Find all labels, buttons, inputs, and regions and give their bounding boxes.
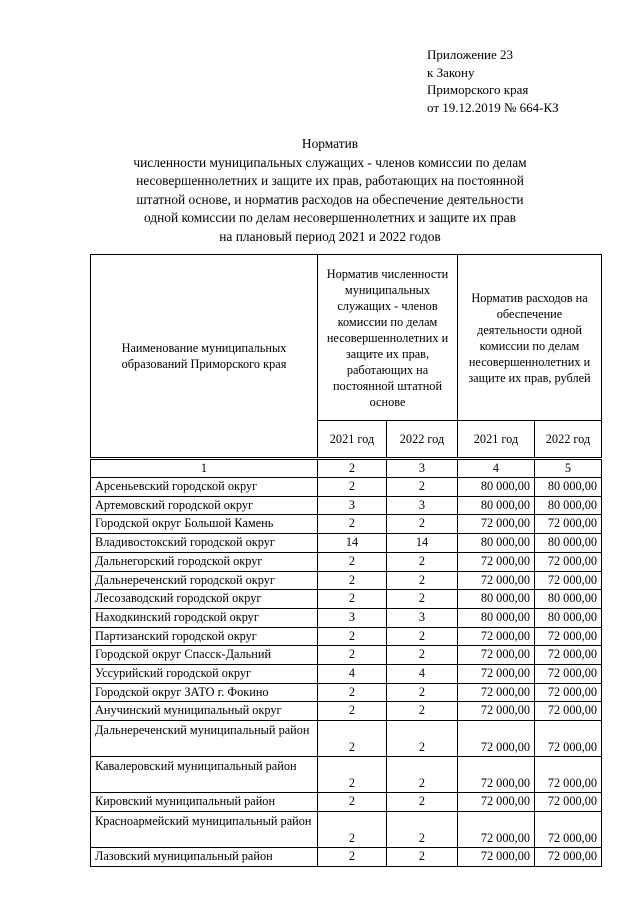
- municipality-name: Артемовский городской округ: [91, 496, 318, 515]
- appendix-line: к Закону: [427, 64, 475, 80]
- staff-2021: 2: [318, 478, 387, 497]
- title-line: численности муниципальных служащих - членов комиссии по делам: [133, 154, 527, 170]
- municipality-name: Дальнереченский городской округ: [91, 571, 318, 590]
- cost-2021: 72 000,00: [458, 646, 535, 665]
- staff-2021: 2: [318, 811, 387, 847]
- table-row: [91, 496, 602, 515]
- table-row: [91, 847, 602, 866]
- header-municipality: Наименование муниципальных образований Приморского края: [91, 255, 318, 459]
- staff-2022: 2: [387, 571, 458, 590]
- municipality-name: Уссурийский городской округ: [91, 665, 318, 684]
- cost-2021: 72 000,00: [458, 793, 535, 812]
- cost-2021: 80 000,00: [458, 608, 535, 627]
- municipality-name: Анучинский муниципальный округ: [91, 702, 318, 721]
- municipality-name: Владивостокский городской округ: [91, 534, 318, 553]
- cost-2021: 72 000,00: [458, 702, 535, 721]
- municipality-name: Кавалеровский муниципальный район: [91, 757, 318, 793]
- cost-2022: 72 000,00: [535, 721, 602, 757]
- table-row: [91, 811, 602, 847]
- header-staff-norm: Норматив численности муниципальных служащих - членов комиссии по делам несовершеннолетних и защите их прав, работающих на постоянной штатной основе: [318, 255, 458, 421]
- cost-2022: 72 000,00: [535, 847, 602, 866]
- staff-2022: 2: [387, 847, 458, 866]
- staff-2022: 2: [387, 811, 458, 847]
- staff-2021: 2: [318, 590, 387, 609]
- staff-2022: 2: [387, 552, 458, 571]
- staff-2022: 3: [387, 608, 458, 627]
- column-index: 5: [535, 459, 602, 478]
- table-row: [91, 478, 602, 497]
- header-cost-norm: Норматив расходов на обеспечение деятельности одной комиссии по делам несовершеннолетних и защите их прав, рублей: [458, 255, 602, 421]
- table-row: [91, 665, 602, 684]
- staff-2021: 2: [318, 646, 387, 665]
- staff-2022: 2: [387, 646, 458, 665]
- cost-2022: 80 000,00: [535, 590, 602, 609]
- cost-2021: 72 000,00: [458, 665, 535, 684]
- cost-2021: 80 000,00: [458, 590, 535, 609]
- staff-2022: 3: [387, 496, 458, 515]
- cost-2022: 72 000,00: [535, 683, 602, 702]
- appendix-line: от 19.12.2019 № 664-КЗ: [427, 99, 559, 115]
- table-row: [91, 793, 602, 812]
- title-line: несовершеннолетних и защите их прав, работающих на постоянной: [136, 173, 524, 189]
- staff-2022: 2: [387, 683, 458, 702]
- cost-2022: 72 000,00: [535, 552, 602, 571]
- header-year-cost-2021: 2021 год: [458, 421, 535, 459]
- column-index: 1: [91, 459, 318, 478]
- cost-2021: 72 000,00: [458, 811, 535, 847]
- cost-2022: 80 000,00: [535, 534, 602, 553]
- municipality-name: Красноармейский муниципальный район: [91, 811, 318, 847]
- cost-2022: 72 000,00: [535, 627, 602, 646]
- cost-2021: 72 000,00: [458, 515, 535, 534]
- municipality-name: Городской округ ЗАТО г. Фокино: [91, 683, 318, 702]
- staff-2021: 2: [318, 847, 387, 866]
- appendix-line: Приложение 23: [427, 47, 514, 62]
- cost-2022: 72 000,00: [535, 757, 602, 793]
- municipality-name: Городской округ Большой Камень: [91, 515, 318, 534]
- municipality-name: Дальнереченский муниципальный район: [91, 721, 318, 757]
- cost-2022: 80 000,00: [535, 608, 602, 627]
- cost-2021: 72 000,00: [458, 721, 535, 757]
- staff-2022: 2: [387, 478, 458, 497]
- cost-2022: 72 000,00: [535, 793, 602, 812]
- document-title: [70, 135, 590, 247]
- title-line: одной комиссии по делам несовершеннолетних и защите их прав: [143, 210, 516, 226]
- staff-2021: 2: [318, 757, 387, 793]
- staff-2022: 14: [387, 534, 458, 553]
- staff-2021: 2: [318, 793, 387, 812]
- municipality-name: Дальнегорский городской округ: [91, 552, 318, 571]
- municipality-name: Находкинский городской округ: [91, 608, 318, 627]
- cost-2022: 72 000,00: [535, 702, 602, 721]
- appendix-line: Приморского края: [427, 82, 529, 97]
- staff-2021: 2: [318, 702, 387, 721]
- cost-2022: 80 000,00: [535, 478, 602, 497]
- cost-2021: 72 000,00: [458, 571, 535, 590]
- column-index-row: [91, 459, 602, 478]
- title-line: штатной основе, и норматив расходов на обеспечение деятельности: [136, 191, 524, 207]
- table-row: [91, 552, 602, 571]
- staff-2021: 3: [318, 608, 387, 627]
- cost-2021: 72 000,00: [458, 627, 535, 646]
- table-row: [91, 757, 602, 793]
- column-index: 4: [458, 459, 535, 478]
- table-row: [91, 515, 602, 534]
- staff-2022: 2: [387, 757, 458, 793]
- table-row: [91, 590, 602, 609]
- cost-2021: 72 000,00: [458, 683, 535, 702]
- staff-2021: 2: [318, 627, 387, 646]
- cost-2021: 80 000,00: [458, 496, 535, 515]
- staff-2022: 4: [387, 665, 458, 684]
- municipality-name: Арсеньевский городской округ: [91, 478, 318, 497]
- cost-2022: 72 000,00: [535, 646, 602, 665]
- municipality-name: Лесозаводский городской округ: [91, 590, 318, 609]
- cost-2022: 72 000,00: [535, 515, 602, 534]
- cost-2021: 72 000,00: [458, 847, 535, 866]
- cost-2022: 72 000,00: [535, 665, 602, 684]
- title-line: на плановый период 2021 и 2022 годов: [219, 228, 441, 244]
- staff-2022: 2: [387, 793, 458, 812]
- header-year-staff-2022: 2022 год: [387, 421, 458, 459]
- staff-2022: 2: [387, 702, 458, 721]
- staff-2022: 2: [387, 590, 458, 609]
- table-body: [91, 478, 602, 867]
- cost-2022: 80 000,00: [535, 496, 602, 515]
- staff-2021: 3: [318, 496, 387, 515]
- staff-2022: 2: [387, 721, 458, 757]
- appendix-reference: [427, 46, 559, 116]
- header-year-cost-2022: 2022 год: [535, 421, 602, 459]
- table-row: [91, 608, 602, 627]
- municipality-name: Партизанский городской округ: [91, 627, 318, 646]
- cost-2021: 72 000,00: [458, 757, 535, 793]
- staff-2021: 4: [318, 665, 387, 684]
- municipality-name: Лазовский муниципальный район: [91, 847, 318, 866]
- municipality-name: Городской округ Спасск-Дальний: [91, 646, 318, 665]
- title-line: Норматив: [301, 136, 359, 151]
- staff-2021: 2: [318, 571, 387, 590]
- staff-2021: 14: [318, 534, 387, 553]
- cost-2022: 72 000,00: [535, 811, 602, 847]
- cost-2021: 80 000,00: [458, 478, 535, 497]
- municipality-name: Кировский муниципальный район: [91, 793, 318, 812]
- table-row: [91, 571, 602, 590]
- norms-table: [90, 254, 602, 867]
- table-row: [91, 721, 602, 757]
- staff-2021: 2: [318, 683, 387, 702]
- staff-2022: 2: [387, 515, 458, 534]
- table-row: [91, 627, 602, 646]
- table-row: [91, 534, 602, 553]
- column-index: 3: [387, 459, 458, 478]
- table-row: [91, 702, 602, 721]
- staff-2021: 2: [318, 515, 387, 534]
- cost-2022: 72 000,00: [535, 571, 602, 590]
- staff-2021: 2: [318, 552, 387, 571]
- staff-2021: 2: [318, 721, 387, 757]
- cost-2021: 80 000,00: [458, 534, 535, 553]
- table-row: [91, 646, 602, 665]
- table-row: [91, 683, 602, 702]
- column-index: 2: [318, 459, 387, 478]
- header-year-staff-2021: 2021 год: [318, 421, 387, 459]
- staff-2022: 2: [387, 627, 458, 646]
- cost-2021: 72 000,00: [458, 552, 535, 571]
